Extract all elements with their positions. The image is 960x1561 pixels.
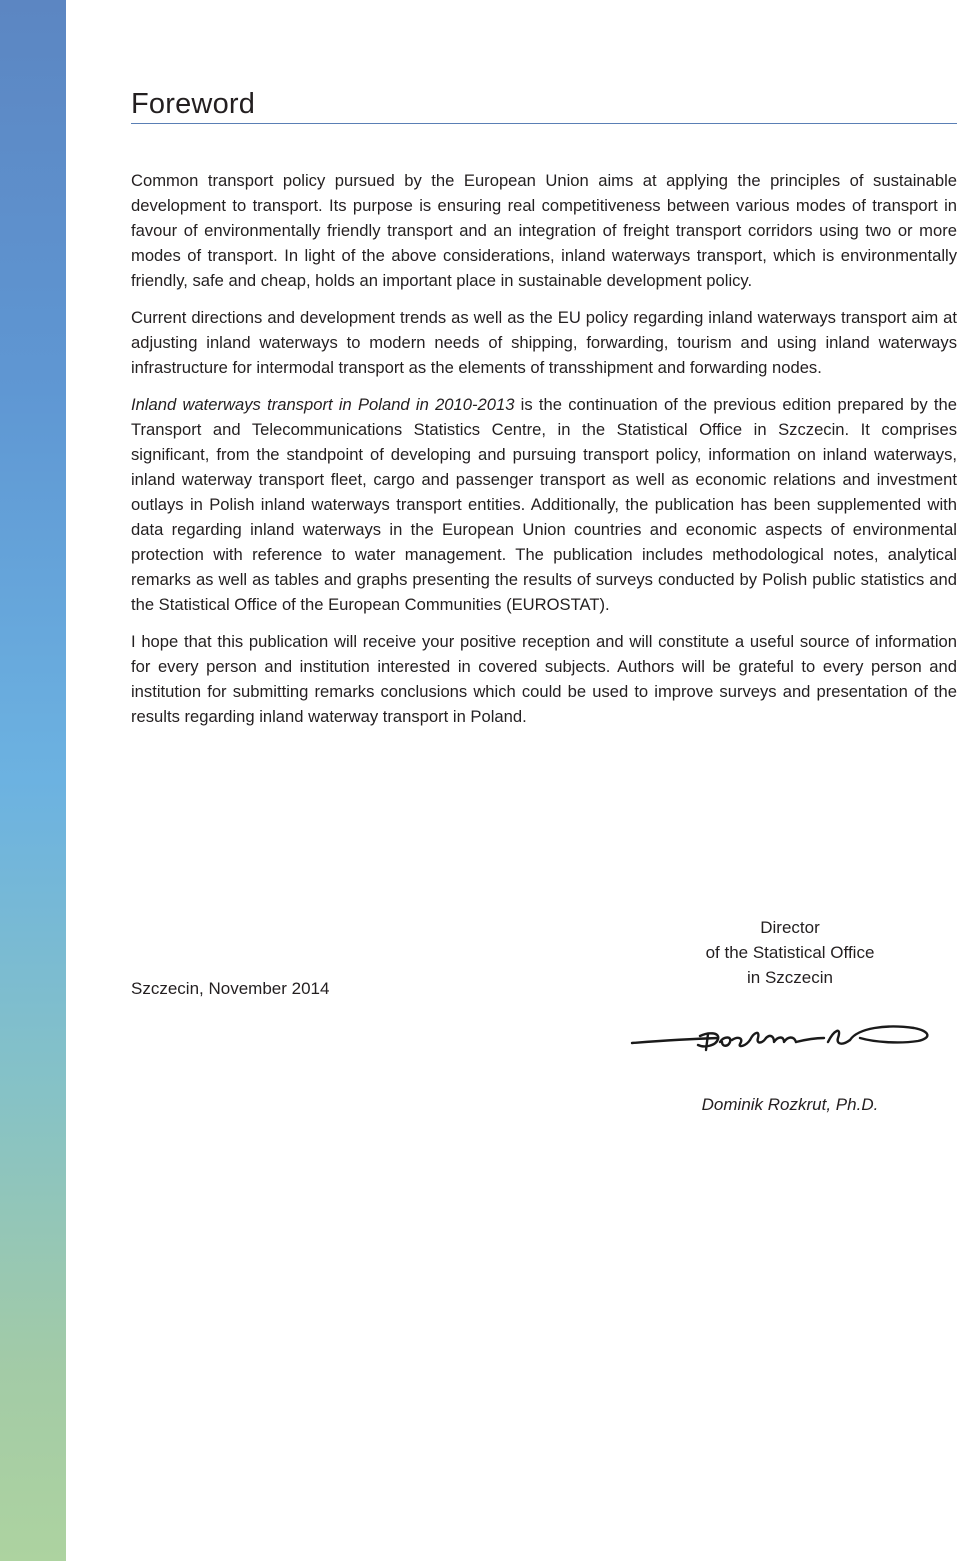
signer-name: Dominik Rozkrut, Ph.D. xyxy=(701,1095,879,1114)
paragraph-3-text: is the continuation of the previous edition prepared by the Transport and Telecommunications Statistics Centre, in the Statistical Office in Szczecin. It comprises significant, from the standpoint of developing and pursuing transport policy, information on inland waterways, inland waterway transport fleet, cargo and passenger transport as well as economic relations and investment outlays in Polish inland waterways transport entities. Additionally, the publication has been supplemented with data regarding inland waterways in the European Union countries and economic aspects of environmental protection with reference to water management. The publication includes methodological notes, analytical remarks as well as tables and graphs presenting the results of surveys conducted by Polish public statistics and the Statistical Office of the European Communities (EUROSTAT). xyxy=(131,395,957,614)
title-underline xyxy=(131,123,957,124)
director-location: in Szczecin xyxy=(747,968,833,987)
paragraph-3 xyxy=(131,392,957,617)
publication-title: Inland waterways transport in Poland in 2010-2013 xyxy=(131,395,515,414)
handwritten-signature xyxy=(628,1020,938,1060)
paragraph-4: I hope that this publication will receive your positive reception and will constitute a useful source of information for every person and institution interested in covered subjects. Authors will be grateful to every person and institution for submitting remarks conclusions which could be used to improve surveys and presentation of the results regarding inland waterway transport in Poland. xyxy=(131,632,957,726)
director-office: of the Statistical Office xyxy=(705,943,875,962)
side-gradient-band xyxy=(0,0,66,1561)
paragraph-1: Common transport policy pursued by the European Union aims at applying the principles of sustainable development to transport. Its purpose is ensuring real competitiveness between various modes of transport in favour of environmentally friendly transport and an integration of freight transport corridors using two or more modes of transport. In light of the above considerations, inland waterways transport, which is environmentally friendly, safe and cheap, holds an important place in sustainable development policy. xyxy=(131,171,957,290)
foreword-body xyxy=(131,168,957,741)
place-and-date: Szczecin, November 2014 xyxy=(131,979,330,998)
paragraph-2: Current directions and development trends as well as the EU policy regarding inland waterways transport aim at adjusting inland waterways to modern needs of shipping, forwarding, tourism and using inland waterways infrastructure for intermodal transport as the elements of transshipment and forwarding nodes. xyxy=(131,308,957,377)
page-title: Foreword xyxy=(131,88,256,120)
director-title: Director xyxy=(760,918,820,937)
director-title-block xyxy=(650,915,930,990)
